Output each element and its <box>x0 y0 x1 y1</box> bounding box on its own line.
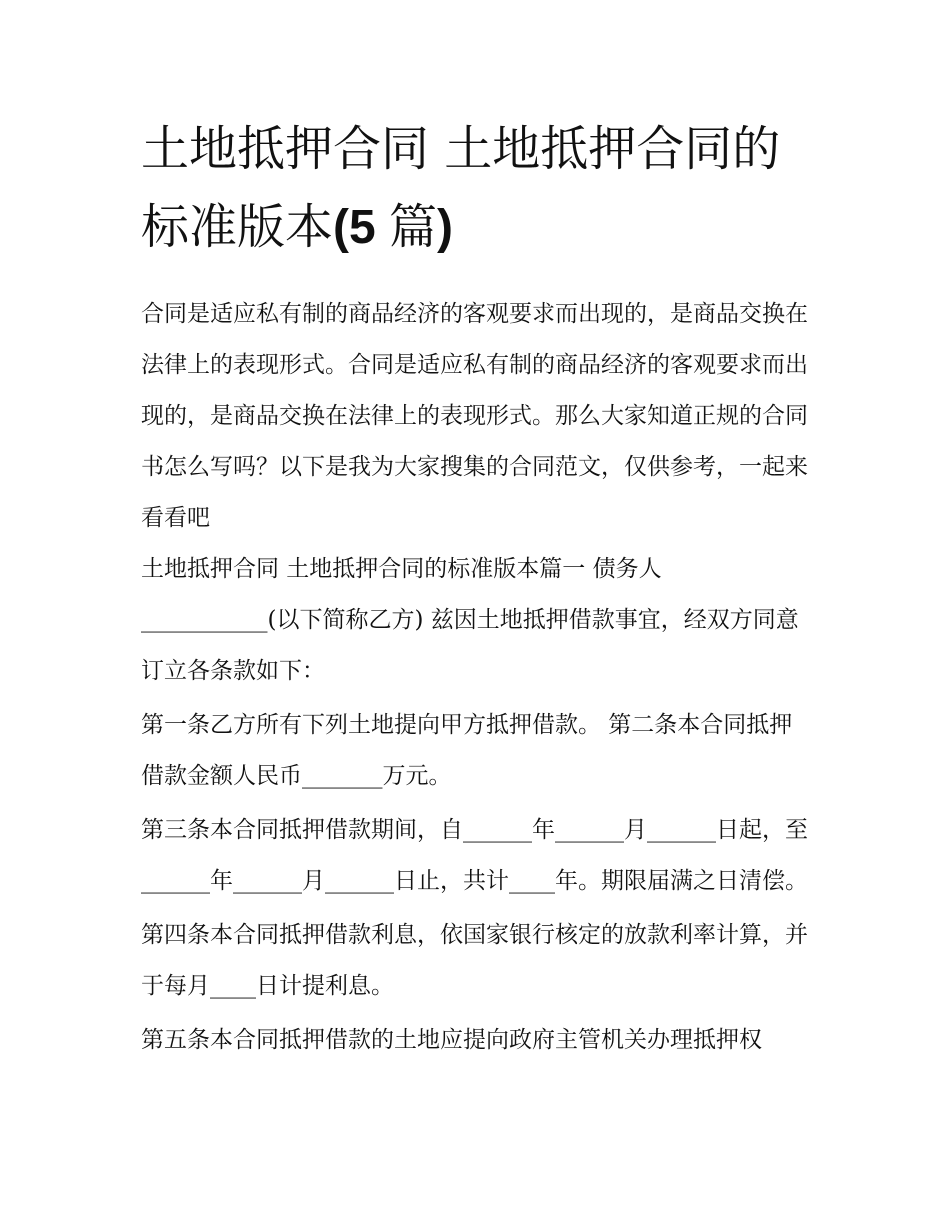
title-count-unit: 篇 <box>389 199 438 255</box>
title-count-close: ) <box>437 201 454 254</box>
clause-paragraph-1-2: 第一条乙方所有下列土地提向甲方抵押借款。 第二条本合同抵押借款金额人民币_______万元。 <box>141 712 793 789</box>
clause-paragraph-4: 第四条本合同抵押借款利息，依国家银行核定的放款利率计算，并于每月____日计提利息。 <box>141 922 808 999</box>
clause-paragraph-5: 第五条本合同抵押借款的土地应提向政府主管机关办理抵押权 <box>141 1027 762 1053</box>
clause-paragraph-preamble: 土地抵押合同 土地抵押合同的标准版本篇一 债务人___________(以下简称乙方) 兹因土地抵押借款事宜，经双方同意订立各条款如下： <box>141 556 799 684</box>
title-count-open: (5 <box>333 201 390 254</box>
document-title <box>141 110 813 267</box>
title-main-text: 土地抵押合同 土地抵押合同的标准版本 <box>141 121 781 255</box>
document-page <box>141 110 813 1066</box>
intro-paragraph: 合同是适应私有制的商品经济的客观要求而出现的，是商品交换在法律上的表现形式。合同是适应私有制的商品经济的客观要求而出现的，是商品交换在法律上的表现形式。那么大家知道正规的合同书怎么写吗？以下是我为大家搜集的合同范文，仅供参考，一起来看看吧 <box>141 301 808 531</box>
clause-paragraph-3: 第三条本合同抵押借款期间，自______年______月______日起，至______年______月______日止，共计____年。期限届满之日清偿。 <box>141 817 808 894</box>
